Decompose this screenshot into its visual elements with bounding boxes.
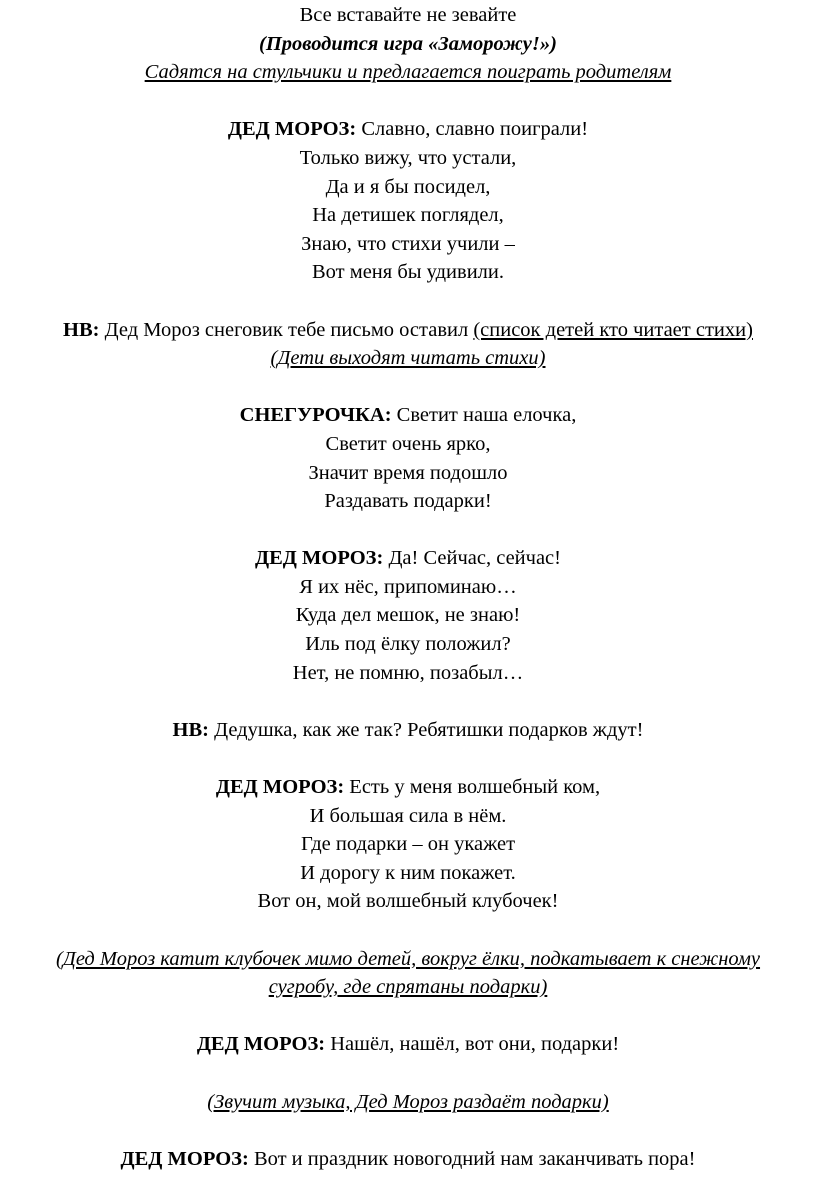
speaker-label: НВ: — [172, 718, 209, 741]
speaker-label: ДЕД МОРОЗ: — [120, 1147, 249, 1170]
speaker-label: НВ: — [63, 318, 100, 341]
speaker-label: ДЕД МОРОЗ: — [227, 118, 357, 141]
verse-line: На детишек поглядел, — [312, 204, 504, 227]
verse-line: Нет, не помню, позабыл… — [292, 661, 524, 684]
verse-text: Есть у меня волшебный ком, — [344, 776, 601, 799]
stage-direction: (Проводится игра «Заморожу!») — [259, 32, 557, 55]
verse-line: Вот меня бы удивили. — [312, 261, 504, 284]
verse-line: И дорогу к ним покажет. — [300, 861, 516, 884]
dialogue-text: Вот и праздник новогодний нам заканчивать пора! — [248, 1147, 696, 1170]
dialogue-text: Дед Мороз снеговик тебе письмо оставил — [99, 318, 474, 341]
note-text: (список детей кто читает стихи) — [473, 318, 753, 341]
speaker-label: ДЕД МОРОЗ: — [196, 1033, 326, 1056]
verse-line: Где подарки – он укажет — [300, 833, 516, 856]
dialogue-line — [14, 773, 802, 802]
verse-line: И большая сила в нём. — [309, 804, 507, 827]
stage-direction: Садятся на стульчики и предлагается поиграть родителям — [144, 61, 672, 84]
verse-line: Знаю, что стихи учили – — [301, 232, 515, 255]
dialogue-line — [14, 716, 802, 745]
verse-line: Я их нёс, припоминаю… — [299, 575, 517, 598]
verse-text: Светит наша елочка, — [391, 404, 577, 427]
verse-line: Куда дел мешок, не знаю! — [295, 604, 521, 627]
verse-line: Вот он, мой волшебный клубочек! — [257, 890, 559, 913]
stage-direction: (Звучит музыка, Дед Мороз раздаёт подарки) — [207, 1090, 609, 1113]
stage-direction: (Дети выходят читать стихи) — [270, 347, 546, 370]
verse-line: Да и я бы посидел, — [325, 175, 491, 198]
verse-text: Славно, славно поиграли! — [356, 118, 589, 141]
dialogue-line — [14, 544, 802, 573]
verse-text: Да! Сейчас, сейчас! — [383, 547, 561, 570]
verse-line: Только вижу, что устали, — [299, 146, 517, 169]
dialogue-line — [14, 1030, 802, 1059]
verse-line: Светит очень ярко, — [325, 432, 491, 455]
dialogue-text: Дедушка, как же так? Ребятишки подарков ждут! — [208, 718, 644, 741]
verse-line: Раздавать подарки! — [324, 490, 492, 513]
dialogue-line — [14, 1145, 802, 1174]
dialogue-line — [14, 401, 802, 430]
speaker-label: ДЕД МОРОЗ: — [255, 547, 384, 570]
stage-direction: сугробу, где спрятаны подарки) — [268, 976, 548, 999]
text-line: Все вставайте не зевайте — [299, 4, 517, 26]
verse-line: Иль под ёлку положил? — [305, 633, 511, 656]
stage-direction: (Дед Мороз катит клубочек мимо детей, вокруг ёлки, подкатывает к снежному — [55, 947, 761, 970]
dialogue-line — [14, 115, 802, 144]
speaker-label: СНЕГУРОЧКА: — [239, 404, 392, 427]
dialogue-text: Нашёл, нашёл, вот они, подарки! — [325, 1033, 620, 1056]
verse-line: Значит время подошло — [308, 461, 508, 484]
speaker-label: ДЕД МОРОЗ: — [215, 776, 345, 799]
dialogue-line — [14, 316, 802, 345]
